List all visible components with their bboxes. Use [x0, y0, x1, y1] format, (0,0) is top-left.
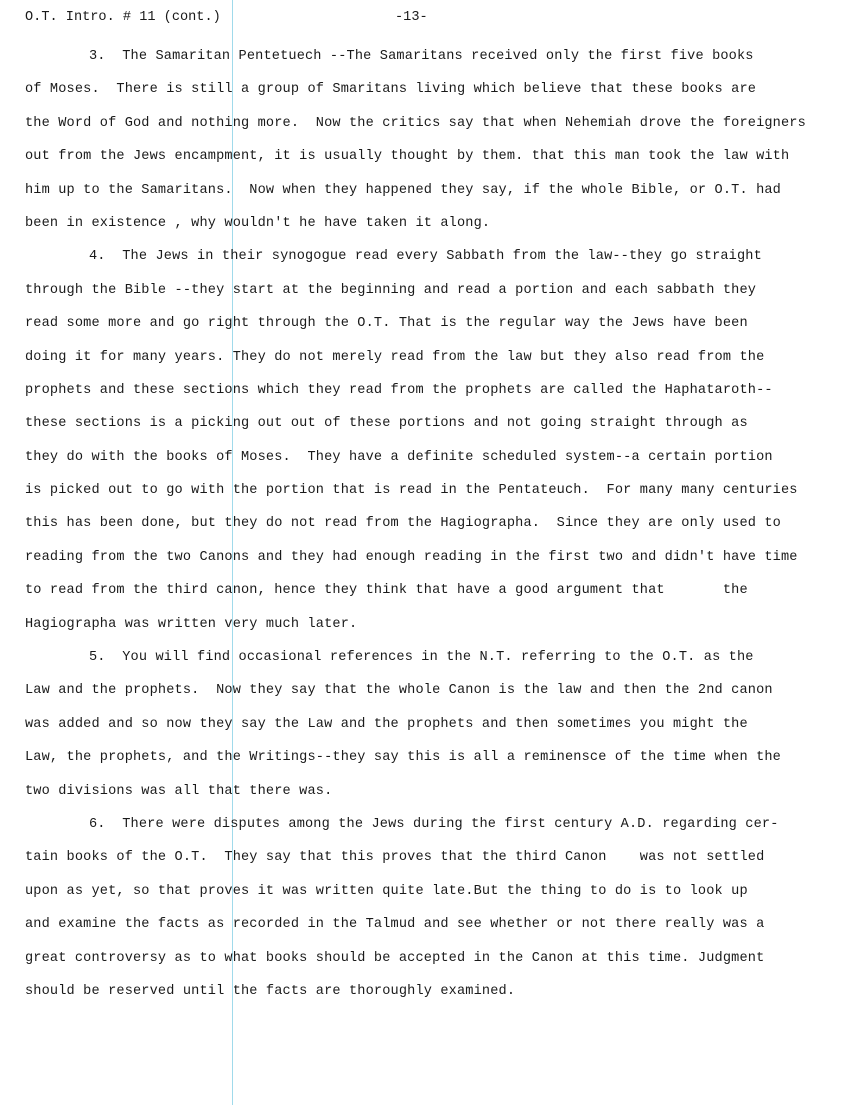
paragraph-line: Hagiographa was written very much later. [25, 616, 358, 632]
paragraph-line: doing it for many years. They do not merely read from the law but they also read from the [25, 349, 765, 365]
paragraph-line: is picked out to go with the portion that is read in the Pentateuch. For many many centuries [25, 483, 798, 499]
paragraph-line: read some more and go right through the O.T. That is the regular way the Jews have been [25, 316, 748, 332]
paragraph-line: the Word of God and nothing more. Now the critics say that when Nehemiah drove the foreigners [25, 115, 806, 131]
paragraph-line: 5. You will find occasional references in the N.T. referring to the O.T. as the [89, 650, 754, 666]
paragraph-line: Law, the prophets, and the Writings--they say this is all a reminensce of the time when the [25, 750, 781, 766]
paragraph-line: prophets and these sections which they read from the prophets are called the Haphataroth-- [25, 382, 773, 398]
paragraph-line: Law and the prophets. Now they say that the whole Canon is the law and then the 2nd canon [25, 683, 773, 699]
paragraph-line: 3. The Samaritan Pentetuech --The Samaritans received only the first five books [89, 49, 754, 64]
paragraph-line: they do with the books of Moses. They have a definite scheduled system--a certain portion [25, 449, 773, 465]
paragraph-line: two divisions was all that there was. [25, 783, 333, 799]
paragraph-line: should be reserved until the facts are thoroughly examined. [25, 983, 516, 999]
page-number: -13- [395, 10, 428, 25]
document-reference: O.T. Intro. # 11 (cont.) [25, 10, 221, 25]
paragraph-line: of Moses. There is still a group of Smaritans living which believe that these books are [25, 82, 757, 98]
paragraph-line: to read from the third canon, hence they think that have a good argument that the [25, 583, 748, 599]
page-header [25, 8, 825, 28]
paragraph-line: through the Bible --they start at the beginning and read a portion and each sabbath they [25, 282, 757, 298]
paragraph-line: was added and so now they say the Law and the prophets and then sometimes you might the [25, 716, 748, 732]
paragraph-line: reading from the two Canons and they had enough reading in the first two and didn't have time [25, 549, 798, 565]
paragraph-line: tain books of the O.T. They say that this proves that the third Canon was not settled [25, 850, 765, 866]
paragraph-line: and examine the facts as recorded in the Talmud and see whether or not there really was a [25, 917, 765, 933]
document-body [25, 40, 825, 1008]
paragraph-line: 6. There were disputes among the Jews during the first century A.D. regarding cer- [89, 816, 779, 832]
paragraph-line: these sections is a picking out out of these portions and not going straight through as [25, 416, 748, 432]
paragraph-line: out from the Jews encampment, it is usually thought by them. that this man took the law with [25, 149, 790, 165]
paragraph-line: him up to the Samaritans. Now when they happened they say, if the whole Bible, or O.T. had [25, 182, 781, 198]
paragraph-line: great controversy as to what books should be accepted in the Canon at this time. Judgment [25, 950, 765, 966]
paragraph-line: this has been done, but they do not read from the Hagiographa. Since they are only used to [25, 516, 781, 532]
paragraph-line: been in existence , why wouldn't he have taken it along. [25, 215, 491, 231]
paragraph-line: upon as yet, so that proves it was written quite late.But the thing to do is to look up [25, 883, 748, 899]
paragraph-line: 4. The Jews in their synogogue read every Sabbath from the law--they go straight [89, 249, 762, 265]
